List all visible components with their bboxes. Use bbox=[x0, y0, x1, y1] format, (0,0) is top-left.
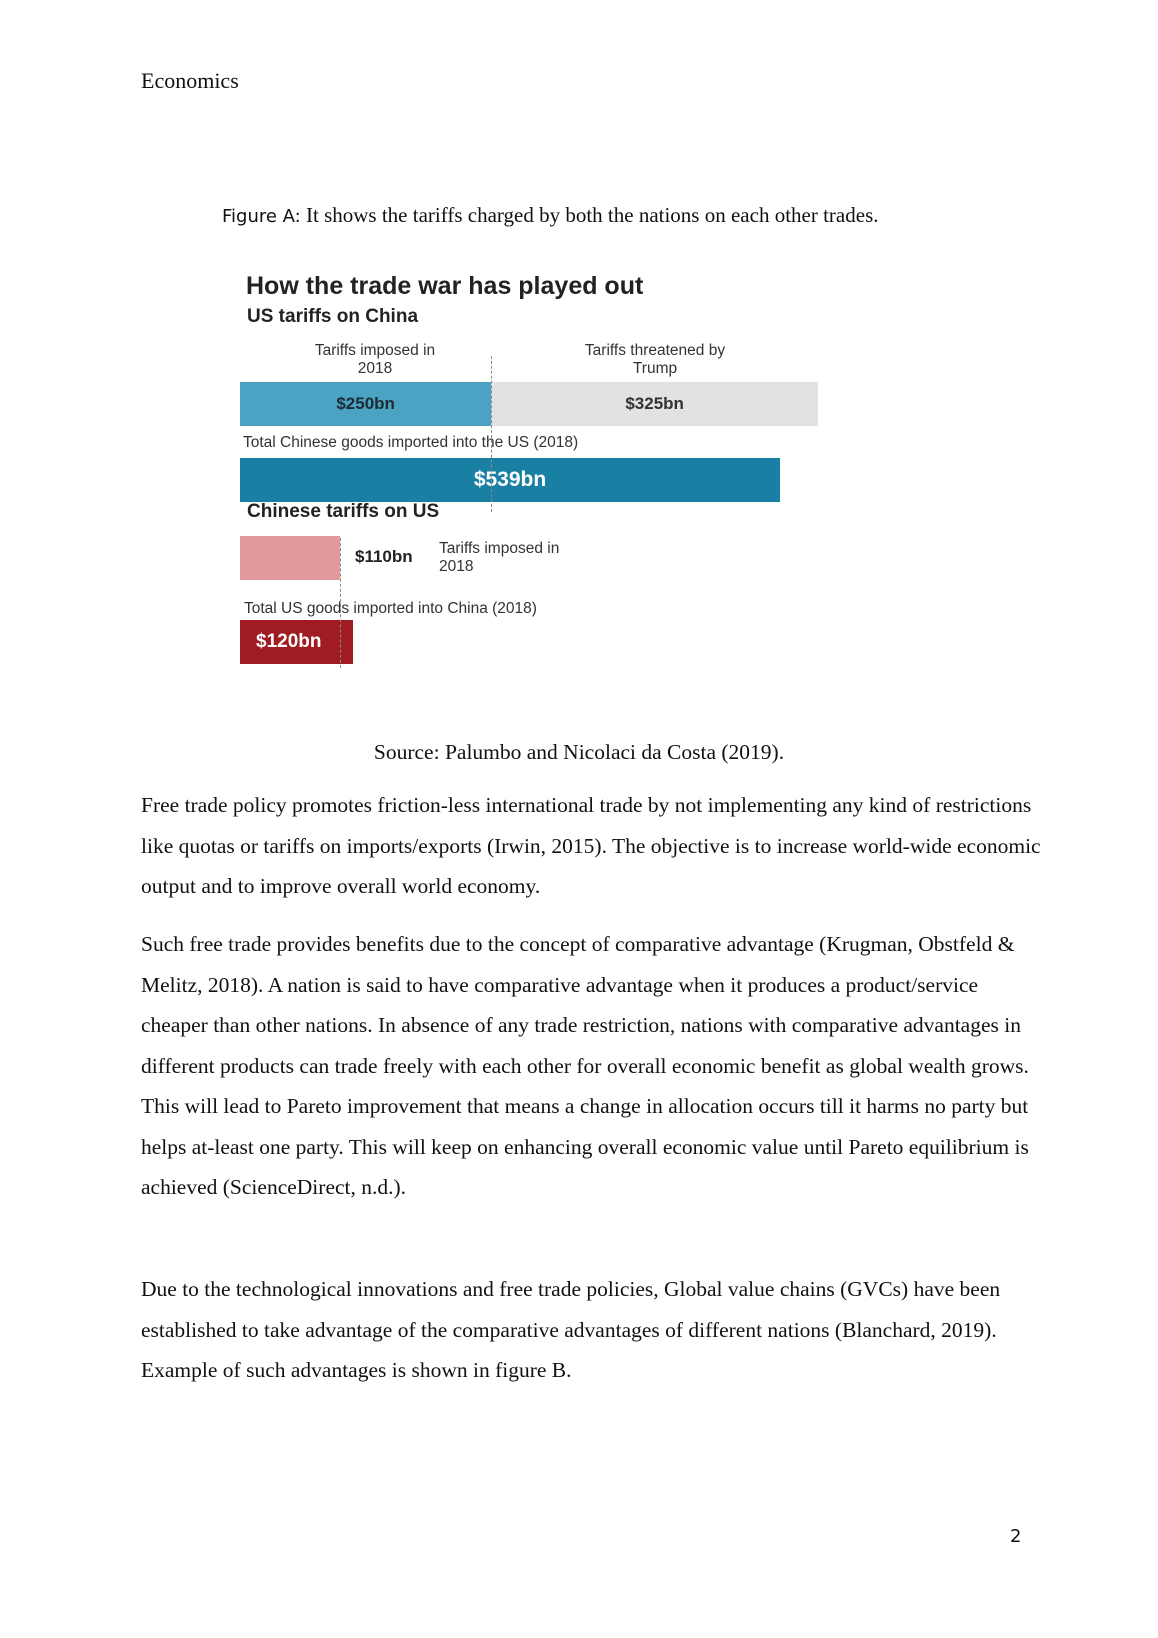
us-imposed-value: $250bn bbox=[336, 394, 395, 413]
us-threatened-value: $325bn bbox=[625, 394, 684, 413]
us-divider-line bbox=[491, 356, 492, 512]
figure-caption bbox=[222, 203, 879, 228]
running-header: Economics bbox=[141, 68, 239, 93]
us-threatened-bar bbox=[491, 382, 818, 426]
chart-title: How the trade war has played out bbox=[246, 272, 644, 300]
us-imposed-bar bbox=[240, 382, 491, 426]
us-imposed-label: Tariffs imposed in 2018 bbox=[314, 342, 436, 377]
cn-total-value: $120bn bbox=[256, 631, 322, 652]
cn-imposed-label: Tariffs imposed in 2018 bbox=[439, 540, 560, 575]
page-number: 2 bbox=[1010, 1526, 1022, 1547]
us-threatened-label: Tariffs threatened by Trump bbox=[584, 342, 726, 377]
figure-caption-label: Figure A: bbox=[222, 206, 301, 227]
figure-source: Source: Palumbo and Nicolaci da Costa (2019). bbox=[373, 740, 785, 764]
cn-total-bar bbox=[240, 620, 353, 664]
cn-imposed-bar bbox=[240, 536, 340, 580]
cn-imposed-value: $110bn bbox=[355, 547, 413, 566]
us-section-heading: US tariffs on China bbox=[247, 306, 419, 327]
cn-total-label: Total US goods imported into China (2018) bbox=[244, 600, 537, 617]
us-total-bar bbox=[240, 458, 780, 502]
cn-divider-line bbox=[340, 538, 341, 668]
figure-caption-text: It shows the tariffs charged by both the nations on each other trades. bbox=[300, 203, 879, 227]
us-total-label: Total Chinese goods imported into the US (2018) bbox=[243, 434, 579, 451]
paragraph-3: Due to the technological innovations and free trade policies, Global value chains (GVCs) have been established to take advantage of the comparative advantages of different nations (Blanchard, 2019). Example of such advantages is shown in figure B. bbox=[141, 1277, 1001, 1382]
cn-section-heading: Chinese tariffs on US bbox=[247, 501, 440, 522]
paragraph-2: Such free trade provides benefits due to the concept of comparative advantage (Krugman, Obstfeld & Melitz, 2018). A nation is said to have comparative advantage when it produces a product/service cheaper than other nations. In absence of any trade restriction, nations with comparative advantages in different products can trade freely with each other for overall economic benefit as global wealth grows. This will lead to Pareto improvement that means a change in allocation occurs till it harms no party but helps at-least one party. This will keep on enhancing overall economic value until Pareto equilibrium is achieved (ScienceDirect, n.d.). bbox=[141, 932, 1029, 1199]
us-total-value: $539bn bbox=[473, 468, 547, 491]
paragraph-1: Free trade policy promotes friction-less international trade by not implementing any kind of restrictions like quotas or tariffs on imports/exports (Irwin, 2015). The objective is to increase world-wide economic output and to improve overall world economy. bbox=[141, 793, 1041, 898]
trade-war-chart bbox=[240, 268, 880, 718]
